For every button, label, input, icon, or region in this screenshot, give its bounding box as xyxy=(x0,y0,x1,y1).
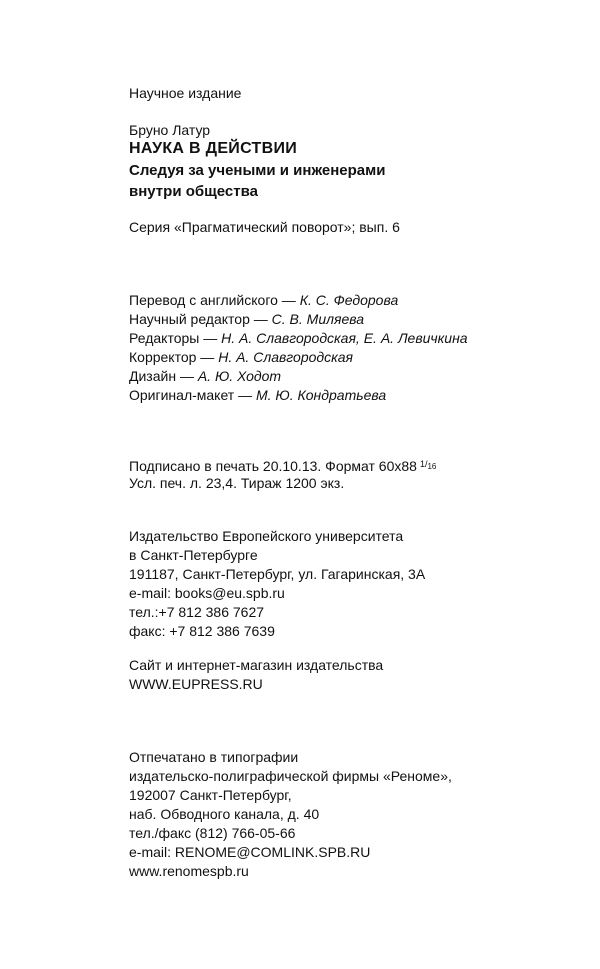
credit-role: Корректор — xyxy=(129,349,219,365)
printer-line-1: Отпечатано в типографии xyxy=(129,749,299,765)
credit-name: К. С. Федорова xyxy=(299,292,399,308)
credit-role: Оригинал-макет — xyxy=(129,387,256,403)
credit-editors xyxy=(129,329,468,347)
credit-layout xyxy=(129,386,386,404)
printer-email: e-mail: RENOME@COMLINK.SPB.RU xyxy=(129,844,371,860)
book-subtitle-line-1: Следуя за учеными и инженерами xyxy=(129,162,386,179)
credit-role: Научный редактор — xyxy=(129,311,272,327)
author: Бруно Латур xyxy=(129,122,211,138)
credit-design xyxy=(129,367,281,385)
format-denominator: 16 xyxy=(427,462,437,471)
publisher-address: 191187, Санкт-Петербург, ул. Гагаринская, 3А xyxy=(129,566,426,582)
printer-line-4: наб. Обводного канала, д. 40 xyxy=(129,806,320,822)
credit-role: Дизайн — xyxy=(129,368,198,384)
credit-role: Редакторы — xyxy=(129,330,222,346)
credit-proofreader xyxy=(129,348,353,366)
credit-name: Н. А. Славгородская xyxy=(218,349,354,365)
credit-translator xyxy=(129,291,398,309)
format-fraction xyxy=(420,459,436,469)
site-label: Сайт и интернет-магазин издательства xyxy=(129,657,384,673)
book-subtitle-line-2: внутри общества xyxy=(129,183,258,200)
printer-website: www.renomespb.ru xyxy=(129,863,249,879)
credit-name: С. В. Миляева xyxy=(271,311,365,327)
printer-phone: тел./факс (812) 766-05-66 xyxy=(129,825,296,841)
edition-type: Научное издание xyxy=(129,85,242,101)
print-date-format: Подписано в печать 20.10.13. Формат 60x88 xyxy=(129,458,417,474)
credit-science-editor xyxy=(129,310,364,328)
publisher-name-line-1: Издательство Европейского университета xyxy=(129,528,404,544)
credit-role: Перевод с английского — xyxy=(129,292,300,308)
book-title: НАУКА В ДЕЙСТВИИ xyxy=(129,140,298,157)
publisher-phone: тел.:+7 812 386 7627 xyxy=(129,604,265,620)
print-info-line-2: Усл. печ. л. 23,4. Тираж 1200 экз. xyxy=(129,475,345,491)
credit-name: Н. А. Славгородская, Е. А. Левичкина xyxy=(221,330,468,346)
credit-name: А. Ю. Ходот xyxy=(197,368,282,384)
printer-line-3: 192007 Санкт-Петербург, xyxy=(129,787,292,803)
series-info: Серия «Прагматический поворот»; вып. 6 xyxy=(129,219,400,235)
credit-name: М. Ю. Кондратьева xyxy=(255,387,387,403)
publisher-fax: факс: +7 812 386 7639 xyxy=(129,623,275,639)
format-separator: / xyxy=(424,459,428,469)
publisher-email: e-mail: books@eu.spb.ru xyxy=(129,585,285,601)
site-url: WWW.EUPRESS.RU xyxy=(129,676,263,692)
publisher-name-line-2: в Санкт-Петербурге xyxy=(129,547,258,563)
print-info-line-1 xyxy=(129,455,436,476)
format-numerator: 1 xyxy=(419,459,425,469)
printer-line-2: издательско-полиграфической фирмы «Реноме», xyxy=(129,768,452,784)
